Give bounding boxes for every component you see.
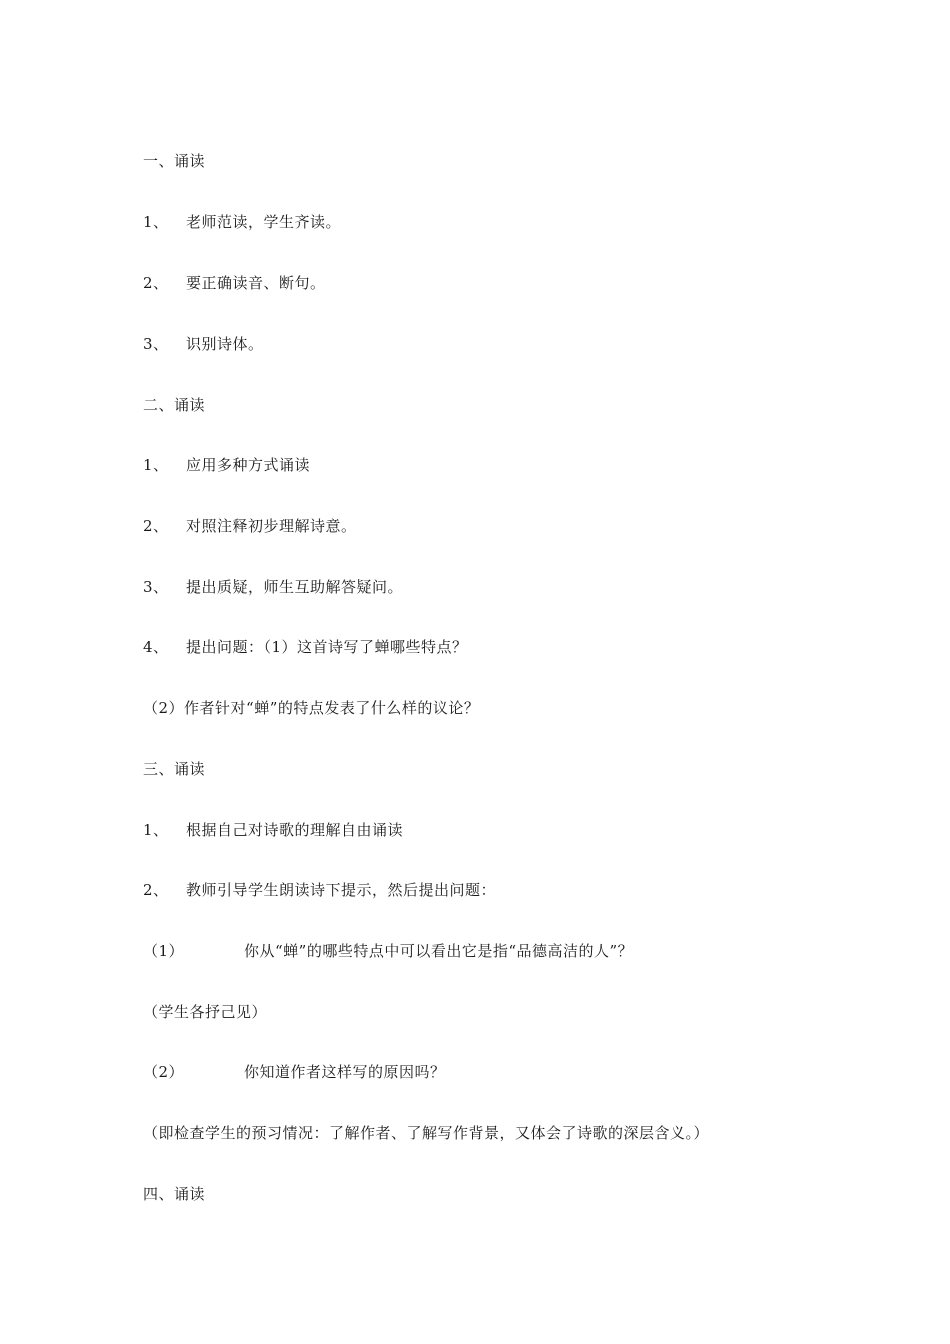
section-heading: 四、诵读 xyxy=(143,1185,206,1203)
item-number: 3、 xyxy=(143,335,169,353)
question-number: （1） xyxy=(143,942,185,960)
question-text: 你知道作者这样写的原因吗？ xyxy=(244,1063,446,1081)
list-item xyxy=(143,334,264,354)
item-number: 2、 xyxy=(143,881,169,899)
sub-question: （2）作者针对“蝉”的特点发表了什么样的议论？ xyxy=(143,699,480,717)
section-heading: 二、诵读 xyxy=(143,396,206,414)
item-number: 3、 xyxy=(143,578,169,596)
item-text: 识别诗体。 xyxy=(186,335,264,353)
item-text: 提出质疑，师生互助解答疑问。 xyxy=(186,578,404,596)
item-number: 1、 xyxy=(143,456,169,474)
item-number: 2、 xyxy=(143,274,169,292)
item-text: 应用多种方式诵读 xyxy=(186,456,311,474)
list-item xyxy=(143,637,468,657)
list-item xyxy=(143,577,403,597)
item-number: 2、 xyxy=(143,517,169,535)
list-item xyxy=(143,880,496,900)
section-heading: 三、诵读 xyxy=(143,760,206,778)
question-number: （2） xyxy=(143,1063,185,1081)
question-item xyxy=(143,1062,446,1082)
list-item xyxy=(143,212,341,232)
item-number: 4、 xyxy=(143,638,169,656)
list-item xyxy=(143,455,310,475)
list-item xyxy=(143,820,403,840)
question-note: （即检查学生的预习情况：了解作者、了解写作背景，又体会了诗歌的深层含义。） xyxy=(143,1124,710,1142)
question-text: 你从“蝉”的哪些特点中可以看出它是指“品德高洁的人”？ xyxy=(244,942,634,960)
item-text: 提出问题：（1）这首诗写了蝉哪些特点？ xyxy=(186,638,468,656)
question-note: （学生各抒己见） xyxy=(143,1003,268,1021)
item-text: 根据自己对诗歌的理解自由诵读 xyxy=(186,821,404,839)
question-item xyxy=(143,941,633,961)
item-number: 1、 xyxy=(143,821,169,839)
section-heading: 一、诵读 xyxy=(143,152,206,170)
item-text: 对照注释初步理解诗意。 xyxy=(186,517,357,535)
list-item xyxy=(143,516,357,536)
list-item xyxy=(143,273,326,293)
item-text: 老师范读，学生齐读。 xyxy=(186,213,342,231)
item-text: 教师引导学生朗读诗下提示，然后提出问题： xyxy=(186,881,497,899)
item-text: 要正确读音、断句。 xyxy=(186,274,326,292)
item-number: 1、 xyxy=(143,213,169,231)
